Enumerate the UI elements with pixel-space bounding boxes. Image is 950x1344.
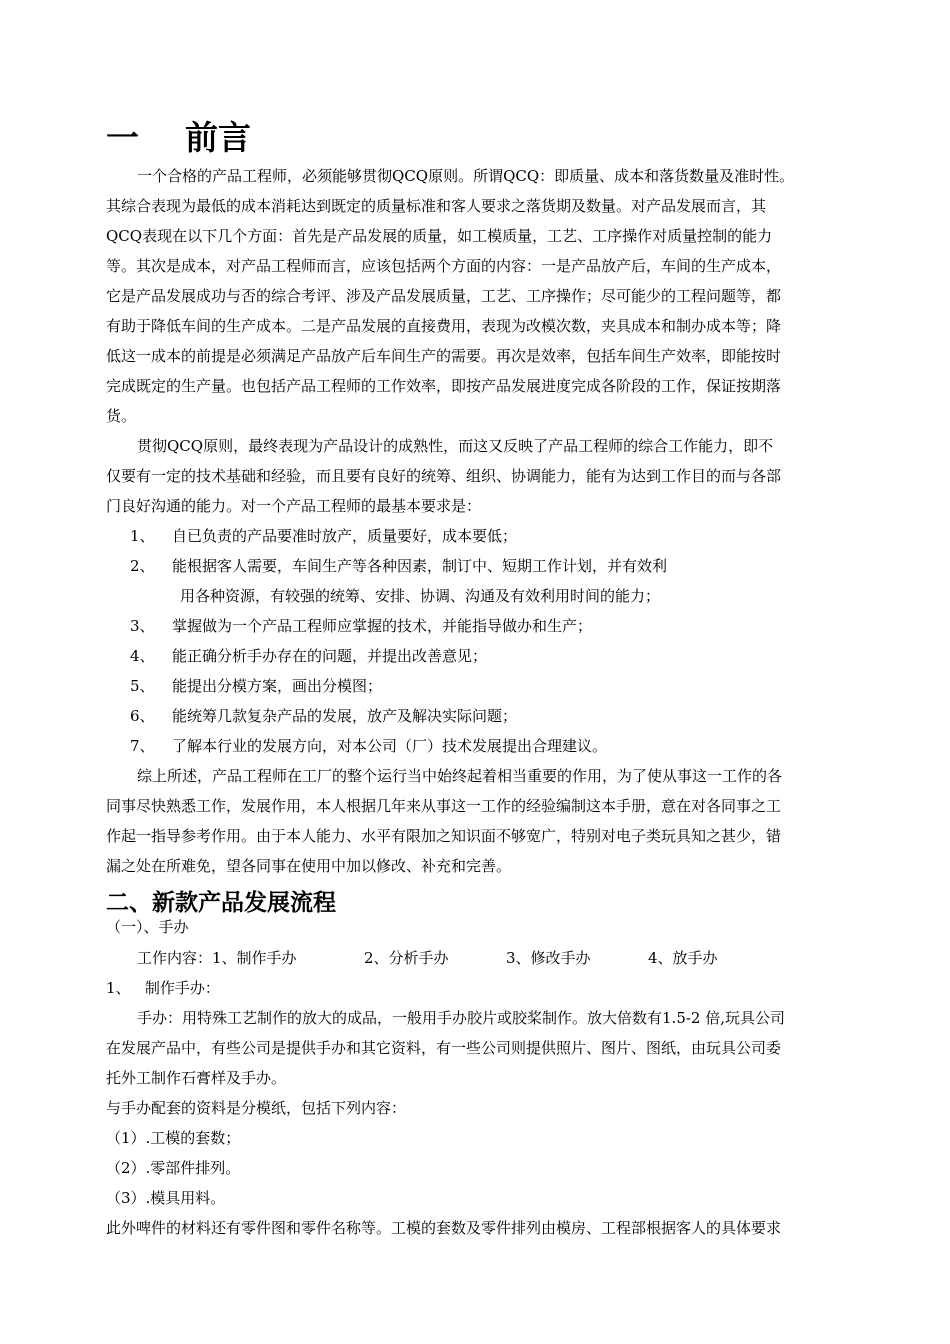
list-number: 7、 (130, 737, 155, 755)
paragraph-line: 此外啤件的材料还有零件图和零件名称等。工模的套数及零件排列由模房、工程部根据客人的具体要求 (106, 1219, 782, 1237)
paragraph-line: 作起一指导参考作用。由于本人能力、水平有限加之知识面不够宽广，特别对电子类玩具知之甚少，错 (106, 827, 782, 845)
paragraph-line: 完成既定的生产量。也包括产品工程师的工作效率，即按产品发展进度完成各阶段的工作，保证按期落 (106, 377, 782, 395)
list-number: 4、 (130, 647, 155, 665)
sublist-item: （1）.工模的套数； (106, 1129, 241, 1147)
paragraph-line: 仅要有一定的技术基础和经验，而且要有良好的统筹、组织、协调能力，能有为达到工作目的而与各部 (106, 467, 782, 485)
list-item: 能统筹几款复杂产品的发展，放产及解决实际问题； (172, 707, 518, 725)
section-1-title: 一 前言 (106, 118, 251, 157)
section-2-title: 二、新款产品发展流程 (106, 890, 336, 916)
list-number: 6、 (130, 707, 155, 725)
list-item: 自已负责的产品要准时放产，质量要好，成本要低； (172, 527, 518, 545)
paragraph-line: 同事尽快熟悉工作，发展作用，本人根据几年来从事这一工作的经验编制这本手册，意在对各同事之工 (106, 797, 782, 815)
paragraph-line: 贯彻QCQ原则，最终表现为产品设计的成熟性，而这又反映了产品工程师的综合工作能力，即不 (137, 437, 774, 455)
subsection-title: （一）、手办 (106, 918, 189, 936)
sublist-item: （2）.零部件排列。 (106, 1159, 241, 1177)
paragraph-line: 手办：用特殊工艺制作的放大的成品，一般用手办胶片或胶桨制作。放大倍数有1.5-2 倍,玩具公司 (137, 1009, 786, 1027)
task-item: 2、分析手办 (364, 949, 449, 967)
paragraph-line: 漏之处在所难免，望各同事在使用中加以修改、补充和完善。 (106, 857, 512, 875)
paragraph-line: 在发展产品中，有些公司是提供手办和其它资料，有一些公司则提供照片、图片、图纸，由玩具公司委 (106, 1039, 782, 1057)
list-number: 2、 (130, 557, 155, 575)
paragraph-line: 综上所述，产品工程师在工厂的整个运行当中始终起着相当重要的作用，为了使从事这一工作的各 (137, 767, 783, 785)
list-item: 掌握做为一个产品工程师应掌握的技术，并能指导做办和生产； (172, 617, 593, 635)
paragraph-line: 一个合格的产品工程师，必须能够贯彻QCQ原则。所谓QCQ：即质量、成本和落货数量及准时性。 (137, 167, 795, 185)
list-item-continuation: 用各种资源，有较强的统筹、安排、协调、沟通及有效利用时间的能力； (180, 587, 661, 605)
sublist-item: （3）.模具用料。 (106, 1189, 226, 1207)
paragraph-line: 与手办配套的资料是分模纸，包括下列内容： (106, 1099, 407, 1117)
list-item: 能根据客人需要，车间生产等各种因素，制订中、短期工作计划，并有效利 (172, 557, 668, 575)
paragraph-line: 门良好沟通的能力。对一个产品工程师的最基本要求是： (106, 497, 482, 515)
tasks-label: 工作内容： (137, 949, 213, 967)
paragraph-line: 其综合表现为最低的成本消耗达到既定的质量标准和客人要求之落货期及数量。对产品发展而言，其 (106, 197, 767, 215)
list-number: 1、 (130, 527, 155, 545)
paragraph-line: 货。 (106, 407, 137, 425)
list-item: 能提出分模方案，画出分模图； (172, 677, 383, 695)
paragraph-line: 有助于降低车间的生产成本。二是产品发展的直接费用，表现为改模次数，夹具成本和制办成本等；降 (106, 317, 782, 335)
paragraph-line: 托外工制作石膏样及手办。 (106, 1069, 287, 1087)
paragraph-line: 它是产品发展成功与否的综合考评、涉及产品发展质量，工艺、工序操作；尽可能少的工程问题等，都 (106, 287, 782, 305)
paragraph-line: 等。其次是成本，对产品工程师而言，应该包括两个方面的内容：一是产品放产后，车间的生产成本， (106, 257, 782, 275)
list-number: 3、 (130, 617, 155, 635)
task-item: 1、制作手办 (212, 949, 297, 967)
list-item: 能正确分析手办存在的问题，并提出改善意见； (172, 647, 488, 665)
list-number: 5、 (130, 677, 155, 695)
paragraph-line: QCQ表现在以下几个方面：首先是产品发展的质量，如工模质量，工艺、工序操作对质量控制的能力 (106, 227, 773, 245)
task-item: 4、放手办 (648, 949, 718, 967)
task-item: 3、修改手办 (506, 949, 591, 967)
numbered-heading: 1、 制作手办： (106, 979, 220, 997)
paragraph-line: 低这一成本的前提是必须满足产品放产后车间生产的需要。再次是效率，包括车间生产效率，即能按时 (106, 347, 782, 365)
list-item: 了解本行业的发展方向，对本公司（厂）技术发展提出合理建议。 (172, 737, 608, 755)
